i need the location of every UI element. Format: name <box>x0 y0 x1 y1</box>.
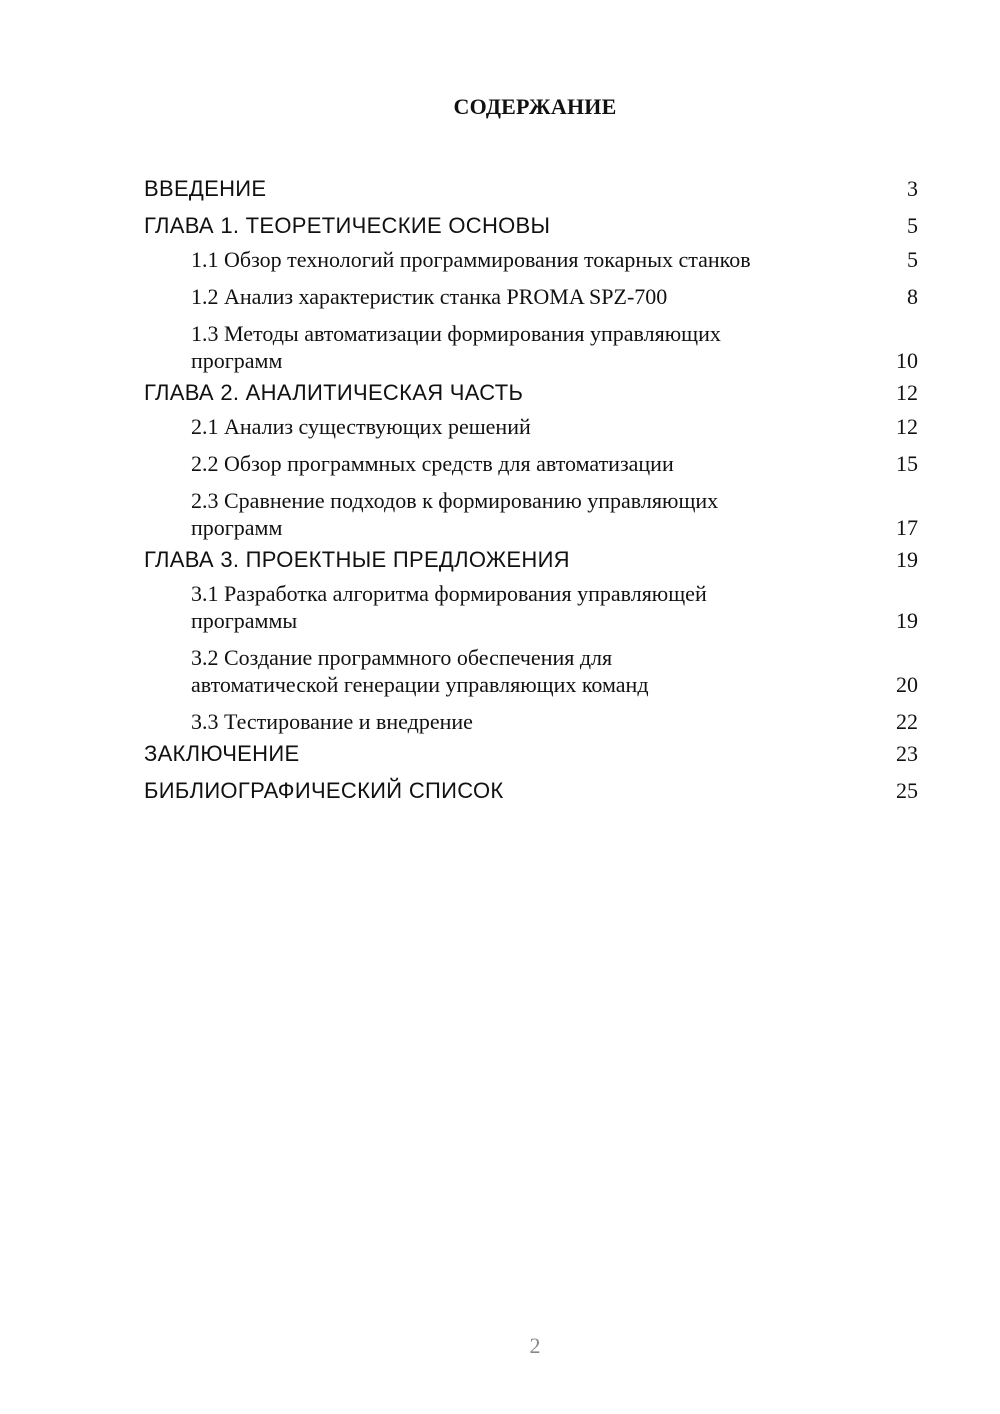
toc-entry-chapter-2[interactable] <box>144 374 918 411</box>
toc-entry-section-2-1[interactable] <box>144 413 918 440</box>
toc-entry-section-3-3[interactable] <box>144 708 918 735</box>
toc-entry-section-1-3[interactable] <box>144 320 918 374</box>
toc-entry-bibliography[interactable] <box>144 772 918 809</box>
toc-entry-page: 12 <box>896 414 918 439</box>
toc-entry-title: 3.2 Создание программного обеспечения для автоматической генерации управляющих команд <box>191 645 649 697</box>
toc-entry-title: 2.2 Обзор программных средств для автоматизации <box>191 451 674 476</box>
toc-entry-title: 1.3 Методы автоматизации формирования управляющих программ <box>191 321 721 373</box>
toc-entry-page: 10 <box>896 348 918 373</box>
toc-entry-section-3-1[interactable] <box>144 580 918 634</box>
toc-entry-chapter-3[interactable] <box>144 541 918 578</box>
toc-entry-page: 8 <box>907 284 918 309</box>
toc-entry-page: 19 <box>896 547 918 572</box>
toc-entry-page: 19 <box>896 608 918 633</box>
toc-entry-page: 15 <box>896 451 918 476</box>
toc-entry-page: 20 <box>896 672 918 697</box>
toc-entry-title: ЗАКЛЮЧЕНИЕ <box>144 741 300 766</box>
toc-entry-page: 3 <box>907 176 918 201</box>
toc-entry-page: 25 <box>896 778 918 803</box>
toc-entry-title: ГЛАВА 2. АНАЛИТИЧЕСКАЯ ЧАСТЬ <box>144 380 524 405</box>
toc-entry-introduction[interactable] <box>144 170 918 207</box>
table-of-contents <box>144 170 918 809</box>
toc-entry-page: 22 <box>896 709 918 734</box>
toc-entry-title: ГЛАВА 3. ПРОЕКТНЫЕ ПРЕДЛОЖЕНИЯ <box>144 547 570 572</box>
toc-entry-section-3-2[interactable] <box>144 644 918 698</box>
toc-entry-title: 2.3 Сравнение подходов к формированию управляющих программ <box>191 488 719 540</box>
toc-entry-title: 3.3 Тестирование и внедрение <box>191 709 473 734</box>
toc-entry-page: 12 <box>896 380 918 405</box>
toc-entry-page: 17 <box>896 515 918 540</box>
page-number: 2 <box>529 1333 541 1358</box>
toc-entry-title: 2.1 Анализ существующих решений <box>191 414 531 439</box>
toc-entry-title: ВВЕДЕНИЕ <box>144 176 267 201</box>
toc-entry-conclusion[interactable] <box>144 735 918 772</box>
toc-entry-page: 5 <box>907 213 918 238</box>
toc-entry-section-2-3[interactable] <box>144 487 918 541</box>
toc-entry-page: 23 <box>896 741 918 766</box>
toc-entry-section-1-2[interactable] <box>144 283 918 310</box>
toc-entry-title: 1.2 Анализ характеристик станка PROMA SPZ-700 <box>191 284 668 309</box>
toc-entry-title: 1.1 Обзор технологий программирования токарных станков <box>191 247 751 272</box>
toc-entry-title: 3.1 Разработка алгоритма формирования управляющей программы <box>191 581 707 633</box>
toc-entry-title: ГЛАВА 1. ТЕОРЕТИЧЕСКИЕ ОСНОВЫ <box>144 213 551 238</box>
toc-entry-chapter-1[interactable] <box>144 207 918 244</box>
toc-entry-section-2-2[interactable] <box>144 450 918 477</box>
toc-entry-title: БИБЛИОГРАФИЧЕСКИЙ СПИСОК <box>144 778 504 803</box>
toc-entry-page: 5 <box>907 247 918 272</box>
toc-entry-section-1-1[interactable] <box>144 246 918 273</box>
page-title: СОДЕРЖАНИЕ <box>453 94 617 119</box>
